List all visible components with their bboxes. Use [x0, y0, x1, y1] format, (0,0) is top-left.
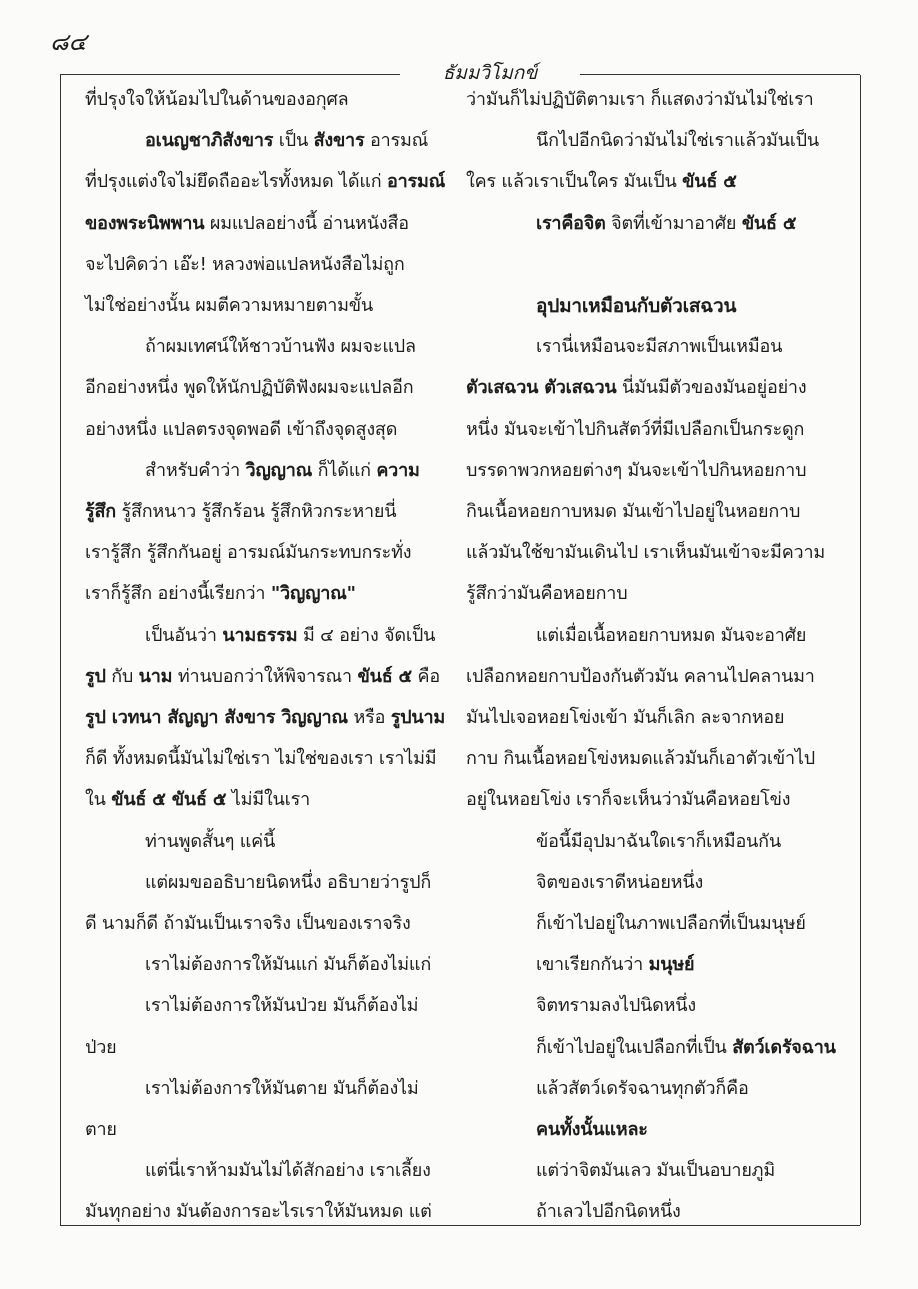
text-line	[85, 368, 450, 408]
text-segment: ผมแปลอย่างนี้ อ่านหนังสือ	[204, 212, 409, 234]
bold-term: รูป เวทนา สัญญา สังขาร วิญญาณ	[85, 707, 348, 728]
text-segment: จิตของเราดีหน่อยหนึ่ง	[536, 871, 704, 893]
text-line	[466, 780, 846, 820]
text-line	[466, 986, 846, 1026]
text-segment: จะไปคิดว่า เอ๊ะ! หลวงพ่อแปลหนังสือไม่ถูก	[85, 253, 405, 275]
text-segment: ก็เข้าไปอยู่ในภาพเปลือกที่เป็นมนุษย์	[536, 913, 806, 934]
text-segment: จิตที่เข้ามาอาศัย	[605, 212, 742, 234]
text-segment: เรานี่เหมือนจะมีสภาพเป็นเหมือน	[536, 336, 783, 358]
text-line	[466, 245, 846, 285]
text-segment: บรรดาพวกหอยต่างๆ มันจะเข้าไปกินหอยกาบ	[466, 459, 807, 481]
text-segment: แต่ผมขออธิบายนิดหนึ่ง อธิบายว่ารูปก็	[145, 871, 432, 893]
text-segment: อีกอย่างหนึ่ง พูดให้นักปฏิบัติฟังผมจะแปลอีก	[85, 377, 414, 399]
text-segment: เปลือกหอยกาบป้องกันตัวมัน คลานไปคลานมา	[466, 665, 815, 687]
text-segment: นี่มันมีตัวของมันอยู่อย่าง	[616, 377, 807, 399]
text-line	[466, 368, 846, 408]
page-number: ๘๔	[50, 28, 87, 56]
text-line	[466, 451, 846, 491]
text-line	[466, 1192, 846, 1232]
text-segment: เราก็รู้สึก อย่างนี้เรียกว่า	[85, 583, 271, 605]
bold-term: ขันธ์ ๕	[357, 665, 412, 687]
text-line	[85, 657, 450, 697]
text-line	[85, 739, 450, 779]
bold-term: นาม	[138, 665, 173, 687]
text-segment: ใคร แล้วเราเป็นใคร มันเป็น	[466, 171, 683, 193]
text-segment: ที่ปรุงแต่งใจไม่ยึดถืออะไรทั้งหมด ได้แก่	[85, 171, 387, 193]
text-line	[466, 863, 846, 903]
text-line	[466, 410, 846, 450]
text-segment: เขาเรียกกันว่า	[536, 954, 649, 976]
text-line	[85, 121, 450, 161]
text-segment: หรือ	[347, 707, 391, 728]
text-line	[466, 945, 846, 985]
text-segment: ก็ดี ทั้งหมดนี้มันไม่ใช่เรา ไม่ใช่ของเรา เราไม่มี	[85, 748, 437, 770]
bold-term: นามธรรม	[222, 624, 298, 646]
text-segment: มี ๔ อย่าง จัดเป็น	[297, 624, 436, 646]
text-line	[466, 80, 846, 120]
text-segment: รู้สึกหนาว รู้สึกร้อน รู้สึกหิวกระหายนี่	[115, 501, 397, 522]
text-line	[466, 1028, 846, 1068]
text-line	[85, 863, 450, 903]
text-line	[85, 451, 450, 491]
bold-term: "วิญญาณ"	[270, 583, 356, 605]
text-segment: แล้วมันใช้ขามันเดินไป เราเห็นมันเข้าจะมีความ	[466, 542, 826, 564]
text-segment: แต่ว่าจิตมันเลว มันเป็นอบายภูมิ	[536, 1160, 775, 1182]
text-segment: เราไม่ต้องการให้มันป่วย มันก็ต้องไม่	[145, 995, 419, 1017]
text-line	[466, 1069, 846, 1109]
text-segment: คือ	[411, 665, 440, 687]
section-heading	[466, 286, 846, 326]
text-line	[85, 1069, 450, 1109]
text-line	[466, 162, 846, 202]
bold-term: รู้สึก	[85, 501, 116, 522]
text-line	[85, 533, 450, 573]
text-segment: แล้วสัตว์เดรัจฉานทุกตัวก็คือ	[536, 1077, 749, 1099]
text-line	[85, 204, 450, 244]
text-segment: ว่ามันก็ไม่ปฏิบัติตามเรา ก็แสดงว่ามันไม่ใช่เรา	[466, 89, 814, 110]
text-segment: ถ้าเลวไปอีกนิดหนึ่ง	[536, 1201, 681, 1223]
text-segment: ตาย	[85, 1119, 117, 1140]
text-line	[85, 780, 450, 820]
text-segment: ใน	[85, 789, 112, 811]
text-segment: ดี นามก็ดี ถ้ามันเป็นเราจริง เป็นของเราจริง	[85, 913, 411, 934]
text-segment: แต่เมื่อเนื้อหอยกาบหมด มันจะอาศัย	[536, 624, 807, 646]
text-segment: แต่นี่เราห้ามมันไม่ได้สักอย่าง เราเลี้ยง	[145, 1160, 431, 1182]
text-segment: หนึ่ง มันจะเข้าไปกินสัตว์ที่มีเปลือกเป็นกระดูก	[466, 418, 805, 440]
text-line	[85, 1110, 450, 1150]
text-segment: ไม่ใช่อย่างนั้น ผมตีความหมายตามขั้น	[85, 295, 373, 316]
text-line	[85, 286, 450, 326]
bold-term: ขันธ์ ๕	[682, 171, 737, 193]
text-segment: ไม่มีในเรา	[226, 789, 310, 811]
text-segment: มันทุกอย่าง มันต้องการอะไรเราให้มันหมด แต่	[85, 1201, 432, 1223]
text-segment: ท่านบอกว่าให้พิจารณา	[172, 665, 358, 687]
text-segment: กับ	[105, 665, 139, 687]
bold-term: ขันธ์ ๕	[741, 212, 797, 234]
bold-term: รูปนาม	[390, 707, 446, 728]
text-line	[466, 739, 846, 779]
text-line	[85, 574, 450, 614]
header-rule-left	[60, 74, 400, 75]
text-segment: ถ้าผมเทศน์ให้ชาวบ้านฟัง ผมจะแปล	[145, 336, 416, 358]
text-segment: ท่านพูดสั้นๆ แค่นี้	[145, 830, 276, 852]
text-segment: กินเนื้อหอยกาบหมด มันเข้าไปอยู่ในหอยกาบ	[466, 501, 801, 522]
text-segment: มันไปเจอหอยโข่งเข้า มันก็เลิก ละจากหอย	[466, 707, 785, 728]
text-line	[466, 1151, 846, 1191]
text-line	[466, 904, 846, 944]
bold-term: อุปมาเหมือนกับตัวเสฉวน	[536, 295, 737, 317]
text-line	[85, 410, 450, 450]
text-segment: อย่างหนึ่ง แปลตรงจุดพอดี เข้าถึงจุดสูงสุด	[85, 418, 398, 440]
text-line	[466, 574, 846, 614]
frame-left-rule	[60, 75, 61, 1225]
text-segment: กาบ กินเนื้อหอยโข่งหมดแล้วมันก็เอาตัวเข้าไป	[466, 748, 815, 770]
text-line	[466, 121, 846, 161]
text-segment: รู้สึกว่ามันคือหอยกาบ	[466, 583, 628, 605]
bold-term: วิญญาณ	[245, 459, 313, 481]
text-segment: ก็เข้าไปอยู่ในเปลือกที่เป็น	[536, 1036, 733, 1058]
text-line	[85, 245, 450, 285]
bold-term: อเนญชาภิสังขาร	[145, 130, 274, 152]
text-segment: เรารู้สึก รู้สึกกันอยู่ อารมณ์มันกระทบกระทั่ง	[85, 542, 412, 564]
text-segment: ข้อนี้มีอุปมาฉันใดเราก็เหมือนกัน	[536, 830, 781, 852]
text-line	[85, 80, 450, 120]
bold-term: ตัวเสฉวน ตัวเสฉวน	[466, 377, 617, 399]
bold-term: ความ	[376, 459, 420, 481]
text-line	[466, 327, 846, 367]
text-segment: เราไม่ต้องการให้มันแก่ มันก็ต้องไม่แก่	[145, 954, 432, 976]
text-segment: เป็นอันว่า	[145, 624, 223, 646]
running-header-title: ธัมมวิโมกข์	[442, 62, 538, 84]
text-segment: เราไม่ต้องการให้มันตาย มันก็ต้องไม่	[145, 1077, 419, 1099]
bold-term: อารมณ์	[387, 171, 446, 193]
bold-term: สัตว์เดรัจฉาน	[732, 1036, 836, 1058]
text-line	[466, 822, 846, 862]
text-segment: จิตทรามลงไปนิดหนึ่ง	[536, 995, 696, 1017]
text-segment: เป็น	[273, 130, 314, 152]
text-line	[466, 492, 846, 532]
text-line	[85, 327, 450, 367]
text-line	[85, 822, 450, 862]
text-line	[85, 904, 450, 944]
bold-term: เราคือจิต	[536, 212, 606, 234]
bold-term: ขันธ์ ๕ ขันธ์ ๕	[111, 789, 227, 811]
bold-term: ของพระนิพพาน	[85, 212, 205, 234]
bold-term: สังขาร	[313, 130, 365, 152]
frame-right-rule	[860, 75, 861, 1225]
text-line	[466, 533, 846, 573]
text-segment: สำหรับคำว่า	[145, 459, 246, 481]
text-line	[466, 657, 846, 697]
text-segment: นึกไปอีกนิดว่ามันไม่ใช่เราแล้วมันเป็น	[536, 130, 820, 152]
text-line	[85, 1028, 450, 1068]
text-line	[85, 616, 450, 656]
text-line	[85, 1192, 450, 1232]
text-segment: อยู่ในหอยโข่ง เราก็จะเห็นว่ามันคือหอยโข่ง	[466, 789, 791, 811]
header-rule-right	[580, 74, 860, 75]
text-line	[85, 492, 450, 532]
bold-term: คนทั้งนั้นแหละ	[536, 1119, 648, 1140]
text-line	[466, 616, 846, 656]
text-line	[85, 162, 450, 202]
text-segment: อารมณ์	[364, 130, 429, 152]
text-segment: ที่ปรุงใจให้น้อมไปในด้านของอกุศล	[85, 89, 349, 110]
text-line	[85, 698, 450, 738]
text-line	[85, 1151, 450, 1191]
bold-term: รูป	[85, 665, 106, 687]
text-segment: ก็ได้แก่	[312, 459, 377, 481]
text-line	[466, 204, 846, 244]
bold-term: มนุษย์	[648, 954, 695, 976]
text-line	[85, 945, 450, 985]
text-line	[466, 698, 846, 738]
text-line	[466, 1110, 846, 1150]
text-segment: ป่วย	[85, 1036, 117, 1058]
text-line	[85, 986, 450, 1026]
